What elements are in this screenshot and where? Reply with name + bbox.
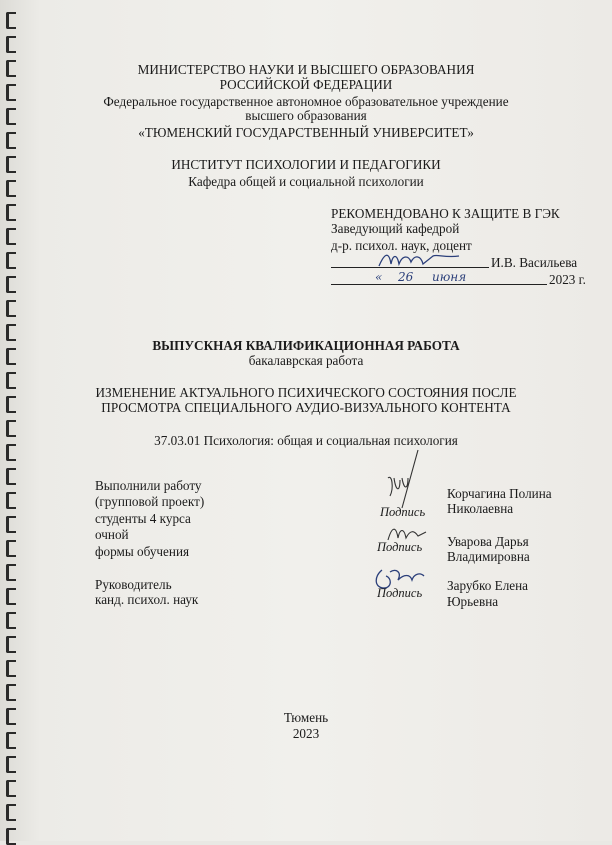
date-month: июня: [432, 270, 467, 284]
binding-ring: [6, 228, 16, 245]
student-2-signature-label: Подпись: [377, 540, 423, 554]
binding-ring: [6, 564, 16, 581]
footer-city: Тюмень: [283, 710, 329, 725]
student-1-signature-label: Подпись: [380, 505, 426, 519]
binding-ring: [6, 276, 16, 293]
approval-degree: д-р. психол. наук, доцент: [331, 238, 472, 253]
work-title-line-2: ПРОСМОТРА СПЕЦИАЛЬНОГО АУДИО-ВИЗУАЛЬНОГО КОНТЕНТА: [101, 400, 511, 415]
supervisor-label-2: канд. психол. наук: [95, 592, 199, 607]
work-subtype: бакалаврская работа: [248, 353, 364, 368]
authors-label-5: формы обучения: [95, 544, 190, 559]
work-type: ВЫПУСКНАЯ КВАЛИФИКАЦИОННАЯ РАБОТА: [152, 338, 460, 353]
student-2-name-2: Владимировна: [447, 549, 530, 564]
work-title-line-1: ИЗМЕНЕНИЕ АКТУАЛЬНОГО ПСИХИЧЕСКОГО СОСТОЯНИЯ ПОСЛЕ: [95, 385, 517, 400]
binding-ring: [6, 660, 16, 677]
authors-label-2: (групповой проект): [95, 494, 205, 509]
binding-ring: [6, 636, 16, 653]
binding-ring: [6, 804, 16, 821]
student-2-name-1: Уварова Дарья: [447, 534, 529, 549]
supervisor-name-1: Зарубко Елена: [447, 578, 529, 593]
head-name: И.В. Васильева: [491, 255, 578, 270]
binding-ring: [6, 252, 16, 269]
supervisor-name-2: Юрьевна: [447, 594, 499, 609]
date-year: 2023 г.: [549, 272, 586, 287]
date-day-quote-open: «: [375, 270, 383, 284]
binding-ring: [6, 756, 16, 773]
ministry-line-1: МИНИСТЕРСТВО НАУКИ И ВЫСШЕГО ОБРАЗОВАНИЯ: [137, 62, 475, 77]
binding-ring: [6, 300, 16, 317]
binding-ring: [6, 516, 16, 533]
student-1-name-2: Николаевна: [447, 501, 514, 516]
authors-label-1: Выполнили работу: [95, 478, 202, 493]
authors-label-3: студенты 4 курса: [95, 511, 191, 526]
binding-ring: [6, 828, 16, 845]
date-line: [331, 284, 547, 285]
binding-ring: [6, 780, 16, 797]
ministry-line-2: РОССИЙСКОЙ ФЕДЕРАЦИИ: [219, 77, 393, 92]
student-1-name-1: Корчагина Полина: [447, 486, 552, 501]
binding-ring: [6, 540, 16, 557]
supervisor-label-1: Руководитель: [95, 577, 172, 592]
binding-ring: [6, 468, 16, 485]
department-name: Кафедра общей и социальной психологии: [188, 174, 424, 189]
program-name: 37.03.01 Психология: общая и социальная психология: [154, 433, 458, 448]
binding-ring: [6, 492, 16, 509]
head-signature: [375, 250, 465, 272]
approval-position: Заведующий кафедрой: [331, 221, 460, 236]
date-day: 26: [398, 270, 414, 284]
binding-ring: [6, 12, 16, 29]
binding-ring: [6, 36, 16, 53]
supervisor-signature-label: Подпись: [377, 586, 423, 600]
binding-ring: [6, 612, 16, 629]
authors-label-4: очной: [95, 527, 129, 542]
footer-year: 2023: [292, 726, 320, 741]
institute-name: ИНСТИТУТ ПСИХОЛОГИИ И ПЕДАГОГИКИ: [171, 157, 441, 172]
approval-title: РЕКОМЕНДОВАНО К ЗАЩИТЕ В ГЭК: [331, 206, 560, 221]
binding-ring: [6, 588, 16, 605]
binding-ring: [6, 204, 16, 221]
institution-line-2: высшего образования: [245, 108, 367, 123]
binding-ring: [6, 684, 16, 701]
university-name: «ТЮМЕНСКИЙ ГОСУДАРСТВЕННЫЙ УНИВЕРСИТЕТ»: [138, 125, 474, 140]
institution-line-1: Федеральное государственное автономное образовательное учреждение: [103, 94, 509, 109]
